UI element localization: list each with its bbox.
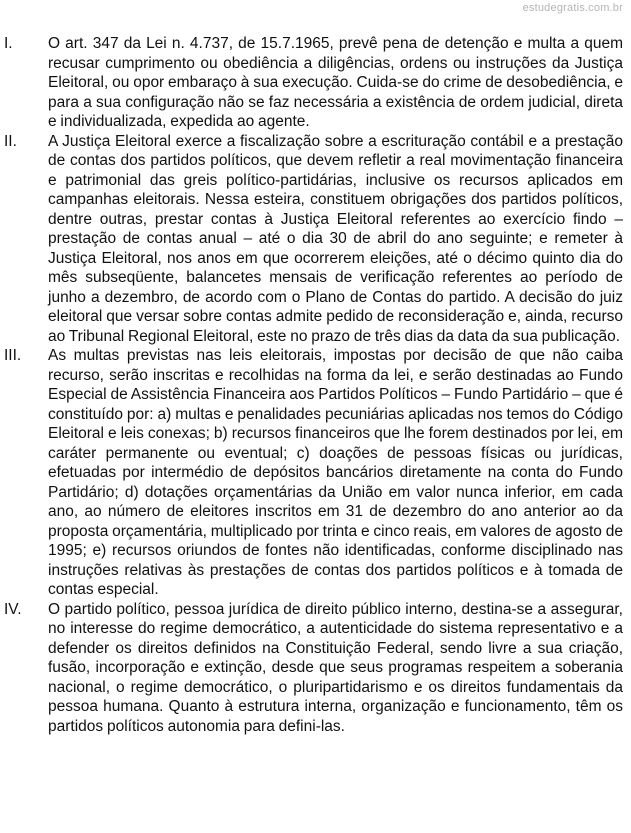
item-number: IV. — [4, 600, 22, 618]
list-item — [0, 346, 631, 600]
watermark: estudegratis.com.br — [522, 2, 623, 14]
list-item — [0, 34, 631, 132]
list-item — [0, 132, 631, 347]
item-text: A Justiça Eleitoral exerce a fiscalização sobre a escrituração contábil e a prestação de contas dos partidos políticos, que devem refletir a real movimentação financeira e patrimonial das greis político-partidárias, inclusive os recursos aplicados em campanhas eleitorais. Nessa esteira, constituem obrigações dos partidos políticos, dentre outras, prestar contas à Justiça Eleitoral referentes ao exercício findo – prestação de contas anual – até o dia 30 de abril do ano seguinte; e remeter à Justiça Eleitoral, nos anos em que ocorrerem eleições, até o décimo quinto dia do mês subseqüente, balancetes mensais de verificação referentes ao período de junho a dezembro, de acordo com o Plano de Contas do partido. A decisão do juiz eleitoral que versar sobre contas admite pedido de reconsideração e, ainda, recurso ao Tribunal Regional Eleitoral, este no prazo de três dias da data da sua publicação. — [48, 132, 623, 345]
item-text: O art. 347 da Lei n. 4.737, de 15.7.1965, prevê pena de detenção e multa a quem recusar cumprimento ou obediência a diligências, ordens ou instruções da Justiça Eleitoral, ou opor embaraço à sua execução. Cuida-se do crime de desobediência, e para a sua configuração não se faz necessária a existência de ordem judicial, direta e individualizada, expedida ao agente. — [48, 35, 623, 130]
item-number: II. — [4, 132, 17, 150]
item-text: As multas previstas nas leis eleitorais, impostas por decisão de que não caiba recurso, serão inscritas e recolhidas na forma da lei, e serão destinadas ao Fundo Especial de Assistência Financeira aos Partidos Políticos – Fundo Partidário – que é constituído por: a) multas e penalidades pecuniárias aplicadas nos temos do Código Eleitoral e leis conexas; b) recursos financeiros que lhe forem destinados por lei, em caráter permanente ou eventual; c) doações de pessoas físicas ou jurídicas, efetuadas por intermédio de depósitos bancários diretamente na conta do Fundo Partidário; d) dotações orçamentárias da União em valor nunca inferior, em cada ano, ao número de eleitores inscritos em 31 de dezembro do ano anterior ao da proposta orçamentária, multiplicado por trinta e cinco reais, em valores de agosto de 1995; e) recursos oriundos de fontes não identificadas, conforme disciplinado nas instruções relativas às prestações de contas dos partidos políticos e à tomada de contas especial. — [48, 347, 623, 598]
item-text: O partido político, pessoa jurídica de direito público interno, destina-se a assegurar, no interesse do regime democrático, a autenticidade do sistema representativo e a defender os direitos definidos na Constituição Federal, sendo livre a sua criação, fusão, incorporação e extinção, desde que seus programas respeitem a soberania nacional, o regime democrático, o pluripartidarismo e os direitos fundamentais da pessoa humana. Quanto à estrutura interna, organização e funcionamento, têm os partidos políticos autonomia para defini-las. — [48, 600, 623, 735]
document-body — [0, 34, 631, 736]
item-number: I. — [4, 35, 13, 52]
item-number: III. — [4, 347, 22, 364]
list-item — [0, 600, 631, 737]
